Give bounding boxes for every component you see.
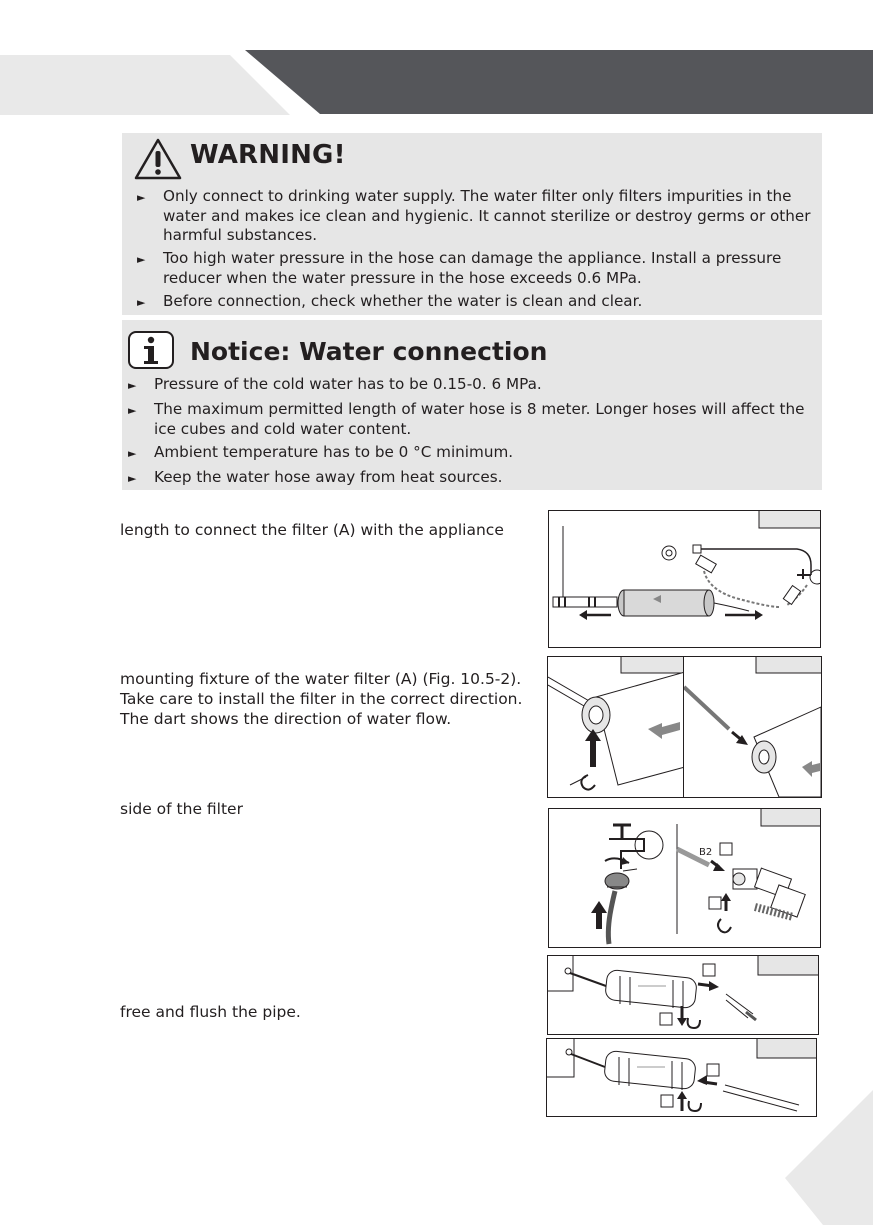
bullet-marker: ► xyxy=(128,404,137,417)
warning-bullet-1: Only connect to drinking water supply. The water filter only filters impurities in the water and makes ice clean and hygienic. It cannot sterilize or destroy germs or other harmful substances. xyxy=(163,187,811,244)
figure-tap-connection xyxy=(548,808,821,948)
figure-filter-overview xyxy=(548,510,821,648)
filter-removal-illustration xyxy=(548,956,818,1034)
bullet-marker: ► xyxy=(137,253,146,266)
figure-filter-removal xyxy=(547,955,819,1035)
filter-reconnect-illustration xyxy=(547,1039,816,1116)
figure-filter-reconnect xyxy=(546,1038,817,1117)
warning-triangle-icon xyxy=(133,137,183,181)
bullet-marker: ► xyxy=(128,379,137,392)
step-2-line-3: The dart shows the direction of water flow. xyxy=(120,710,452,728)
header-tab-left xyxy=(0,55,300,115)
info-icon xyxy=(127,330,175,370)
filter-mount-a-illustration xyxy=(548,657,685,797)
notice-bullet-4: Keep the water hose away from heat sources. xyxy=(154,468,503,486)
step-2-line-1: mounting fixture of the water filter (A) (Fig. 10.5-2). xyxy=(120,670,522,688)
notice-title: Notice: Water connection xyxy=(190,337,548,366)
tap-connection-illustration xyxy=(549,809,820,947)
step-3-text: side of the filter xyxy=(120,800,243,818)
notice-bullet-3: Ambient temperature has to be 0 °C minimum. xyxy=(154,443,514,461)
warning-title: WARNING! xyxy=(190,140,346,170)
fig3-label: B2 xyxy=(699,847,713,858)
bullet-marker: ► xyxy=(128,472,137,485)
warning-bullet-3: Before connection, check whether the water is clean and clear. xyxy=(163,292,643,310)
figure-filter-mount-b xyxy=(683,656,822,798)
notice-bullet-2: The maximum permitted length of water hose is 8 meter. Longer hoses will affect the ice cubes and cold water content. xyxy=(154,400,805,438)
bullet-marker: ► xyxy=(128,447,137,460)
bullet-marker: ► xyxy=(137,191,146,204)
step-2-line-2: Take care to install the filter in the correct direction. xyxy=(120,690,523,708)
step-4-text: free and flush the pipe. xyxy=(120,1003,301,1021)
step-1-text: length to connect the filter (A) with the appliance xyxy=(120,521,504,539)
filter-mount-b-illustration xyxy=(684,657,821,797)
notice-bullet-1: Pressure of the cold water has to be 0.15-0. 6 MPa. xyxy=(154,375,542,393)
figure-filter-mount-a xyxy=(547,656,686,798)
bullet-marker: ► xyxy=(137,296,146,309)
warning-bullet-2: Too high water pressure in the hose can damage the appliance. Install a pressure reducer when the water pressure in the hose exceeds 0.6 MPa. xyxy=(163,249,782,287)
header-bar xyxy=(245,50,873,114)
filter-overview-illustration xyxy=(549,511,820,647)
